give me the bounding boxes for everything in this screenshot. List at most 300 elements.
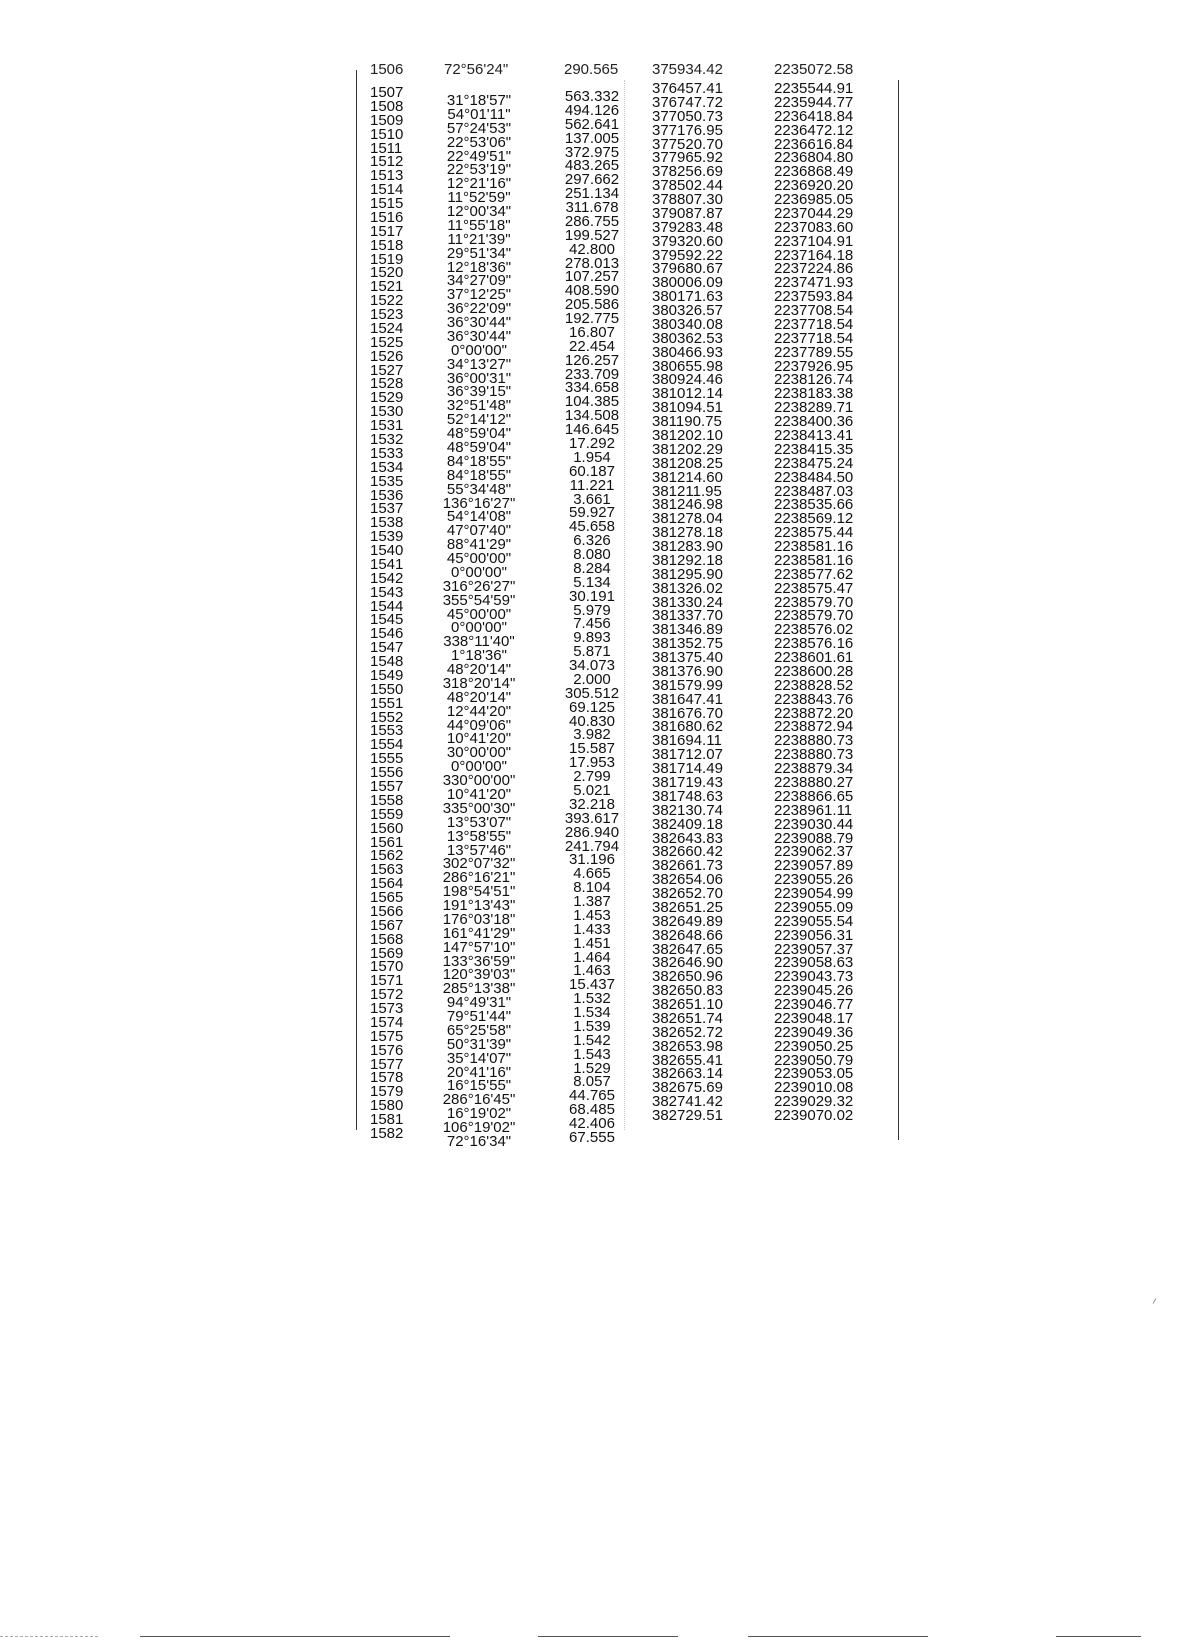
point-cell: 1529 bbox=[370, 389, 404, 407]
point-cell: 1560 bbox=[370, 819, 404, 837]
point-cell: 1570 bbox=[370, 958, 404, 976]
x-coordinate-cell: 2238183.38 bbox=[774, 385, 854, 403]
angle-cell: 147°57'10" bbox=[442, 938, 516, 956]
x-coordinate-cell: 2238579.70 bbox=[774, 607, 854, 625]
distance-cell: 1.463 bbox=[573, 962, 611, 980]
x-coordinate-cell: 2238581.16 bbox=[774, 551, 854, 569]
y-coordinate-cell: 382651.10 bbox=[652, 996, 723, 1014]
angle-cell: 161°41'29" bbox=[442, 924, 516, 942]
angle-cell: 0°00'00" bbox=[451, 341, 507, 359]
angle-cell: 20°41'16" bbox=[446, 1063, 512, 1081]
angle-cell: 34°13'27" bbox=[446, 355, 512, 373]
cut-distance: 290.565 bbox=[564, 61, 619, 78]
distance-cell: 7.456 bbox=[573, 615, 611, 633]
point-cell: 1558 bbox=[370, 791, 404, 809]
angle-cell: 0°00'00" bbox=[451, 758, 507, 776]
y-coordinate-cell: 381278.18 bbox=[652, 524, 723, 542]
x-coordinate-cell: 2238535.66 bbox=[774, 496, 854, 514]
angle-cell: 330°00'00" bbox=[442, 772, 516, 790]
y-coordinate-cell: 379087.87 bbox=[652, 204, 723, 222]
y-coordinate-cell: 381676.70 bbox=[652, 704, 723, 722]
angle-cell: 48°20'14" bbox=[446, 661, 512, 679]
point-cell: 1534 bbox=[370, 458, 404, 476]
point-cell: 1521 bbox=[370, 278, 404, 296]
y-coordinate-cell: 382651.74 bbox=[652, 1009, 723, 1027]
x-coordinate-cell: 2237789.55 bbox=[774, 343, 854, 361]
point-cell: 1556 bbox=[370, 764, 404, 782]
y-coordinate-cell: 381579.99 bbox=[652, 676, 723, 694]
point-cell: 1554 bbox=[370, 736, 404, 754]
x-coordinate-cell: 2238601.61 bbox=[774, 649, 854, 667]
angle-cell: 94°49'31" bbox=[446, 994, 512, 1012]
x-coordinate-cell: 2238600.28 bbox=[774, 662, 854, 680]
point-cell: 1567 bbox=[370, 916, 404, 934]
point-cell: 1540 bbox=[370, 542, 404, 560]
angle-cell: 338°11'40" bbox=[443, 633, 515, 651]
distance-cell: 1.453 bbox=[573, 906, 611, 924]
point-cell: 1566 bbox=[370, 902, 404, 920]
angle-cell: 13°58'55" bbox=[446, 827, 512, 845]
angle-cell: 16°19'02" bbox=[446, 1105, 512, 1123]
distance-cell: 8.104 bbox=[573, 879, 611, 897]
x-coordinate-cell: 2238577.62 bbox=[774, 565, 854, 583]
distance-cell: 137.005 bbox=[564, 129, 620, 147]
y-coordinate-cell: 379320.60 bbox=[652, 232, 723, 250]
x-coordinate-cell: 2239050.79 bbox=[774, 1051, 854, 1069]
point-cell: 1574 bbox=[370, 1013, 404, 1031]
y-coordinate-cell: 381337.70 bbox=[652, 607, 723, 625]
y-coordinate-cell: 376747.72 bbox=[652, 93, 723, 111]
distance-cell: 562.641 bbox=[564, 115, 620, 133]
y-coordinate-cell: 377176.95 bbox=[652, 121, 723, 139]
y-coordinate-cell: 381748.63 bbox=[652, 787, 723, 805]
y-coordinate-cell: 382649.89 bbox=[652, 912, 723, 930]
y-coordinate-cell: 380006.09 bbox=[652, 274, 723, 292]
y-coordinate-cell: 381680.62 bbox=[652, 718, 723, 736]
x-coordinate-cell: 2239053.05 bbox=[774, 1065, 854, 1083]
x-coordinate-cell: 2239049.36 bbox=[774, 1023, 854, 1041]
y-coordinate-cell: 379592.22 bbox=[652, 246, 723, 264]
y-coordinate-cell: 381278.04 bbox=[652, 510, 723, 528]
angle-cell: 35°14'07" bbox=[446, 1049, 512, 1067]
angle-cell: 50°31'39" bbox=[446, 1035, 512, 1053]
angle-cell: 106°19'02" bbox=[442, 1119, 516, 1137]
x-coordinate-cell: 2238575.47 bbox=[774, 579, 854, 597]
distance-cell: 8.057 bbox=[573, 1073, 611, 1091]
x-coordinate-cell: 2238880.73 bbox=[774, 732, 854, 750]
angle-cell: 36°30'44" bbox=[446, 314, 512, 332]
y-coordinate-cell: 380362.53 bbox=[652, 329, 723, 347]
y-coordinate-cell: 381352.75 bbox=[652, 635, 723, 653]
x-coordinate-cell: 2239045.26 bbox=[774, 982, 854, 1000]
x-coordinate-cell: 2239054.99 bbox=[774, 885, 854, 903]
distance-cell: 372.975 bbox=[564, 143, 620, 161]
y-coordinate-cell: 378256.69 bbox=[652, 163, 723, 181]
scan-speck bbox=[1153, 1298, 1157, 1304]
y-coordinate-cell: 380171.63 bbox=[652, 288, 723, 306]
x-coordinate-cell: 2239043.73 bbox=[774, 968, 854, 986]
distance-cell: 251.134 bbox=[564, 185, 620, 203]
distance-cell: 8.080 bbox=[573, 546, 611, 564]
distance-cell: 17.953 bbox=[569, 754, 615, 772]
x-coordinate-cell: 2239010.08 bbox=[774, 1079, 854, 1097]
distance-cell: 205.586 bbox=[564, 296, 620, 314]
x-coordinate-cell: 2237224.86 bbox=[774, 260, 854, 278]
angle-cell: 72°16'34" bbox=[446, 1133, 512, 1150]
y-coordinate-cell: 377965.92 bbox=[652, 149, 723, 167]
x-coordinate-cell: 2237718.54 bbox=[774, 315, 854, 333]
x-coordinate-cell: 2239070.02 bbox=[774, 1107, 854, 1125]
angle-cell: 12°00'34" bbox=[446, 203, 512, 221]
x-coordinate-cell: 2237083.60 bbox=[774, 218, 854, 236]
point-cell: 1557 bbox=[370, 778, 404, 795]
y-coordinate-cell: 382655.41 bbox=[652, 1051, 723, 1069]
point-cell: 1555 bbox=[370, 750, 404, 768]
distance-cell: 42.800 bbox=[569, 240, 615, 258]
distance-cell: 9.893 bbox=[573, 629, 611, 647]
x-coordinate-cell: 2238843.76 bbox=[774, 690, 854, 708]
y-coordinate-cell: 382653.98 bbox=[652, 1037, 723, 1055]
y-coordinate-cell: 377520.70 bbox=[652, 135, 723, 153]
distance-cell: 69.125 bbox=[569, 698, 615, 716]
distance-cell: 1.543 bbox=[573, 1045, 611, 1063]
footer-rule bbox=[538, 1636, 678, 1637]
distance-cell: 1.954 bbox=[573, 448, 611, 466]
point-cell: 1530 bbox=[370, 403, 404, 421]
distance-cell: 15.437 bbox=[569, 976, 615, 994]
x-coordinate-cell: 2237104.91 bbox=[774, 232, 854, 250]
point-cell: 1519 bbox=[370, 250, 404, 268]
point-cell: 1532 bbox=[370, 431, 404, 448]
point-cell: 1538 bbox=[370, 514, 404, 532]
point-cell: 1541 bbox=[370, 555, 404, 573]
angle-cell: 47°07'40" bbox=[446, 522, 512, 540]
point-cell: 1524 bbox=[370, 319, 404, 337]
x-coordinate-cell: 2238413.41 bbox=[774, 427, 854, 444]
point-cell: 1536 bbox=[370, 486, 404, 504]
angle-cell: 65°25'58" bbox=[446, 1021, 512, 1039]
distance-cell: 241.794 bbox=[564, 837, 620, 855]
x-coordinate-cell: 2237164.18 bbox=[774, 246, 854, 264]
point-cell: 1571 bbox=[370, 972, 404, 990]
point-cell: 1520 bbox=[370, 264, 404, 282]
y-coordinate-cell: 381208.25 bbox=[652, 454, 723, 472]
x-coordinate-cell: 2238487.03 bbox=[774, 482, 854, 500]
point-cell: 1544 bbox=[370, 597, 404, 615]
point-cell: 1522 bbox=[370, 292, 404, 310]
point-cell: 1576 bbox=[370, 1041, 404, 1059]
x-coordinate-cell: 2239055.54 bbox=[774, 912, 854, 930]
point-cell: 1562 bbox=[370, 847, 404, 865]
y-coordinate-cell: 381375.40 bbox=[652, 649, 723, 667]
distance-cell: 5.021 bbox=[573, 782, 611, 799]
x-coordinate-cell: 2237926.95 bbox=[774, 357, 854, 375]
x-coordinate-cell: 2236920.20 bbox=[774, 177, 854, 195]
angle-cell: 36°30'44" bbox=[446, 327, 512, 345]
point-cell: 1508 bbox=[370, 97, 404, 115]
point-cell: 1517 bbox=[370, 222, 404, 240]
angle-cell: 13°53'07" bbox=[446, 813, 512, 831]
distance-cell: 34.073 bbox=[569, 657, 615, 675]
y-coordinate-cell: 382648.66 bbox=[652, 926, 723, 944]
angle-cell: 302°07'32" bbox=[442, 855, 516, 873]
x-coordinate-cell: 2239048.17 bbox=[774, 1009, 854, 1027]
x-coordinate-cell: 2239046.77 bbox=[774, 996, 854, 1014]
angle-cell: 13°57'46" bbox=[446, 841, 512, 859]
distance-cell: 42.406 bbox=[569, 1115, 615, 1133]
point-cell: 1526 bbox=[370, 347, 404, 365]
point-cell: 1516 bbox=[370, 208, 404, 226]
y-coordinate-cell: 382741.42 bbox=[652, 1093, 723, 1111]
angle-cell: 45°00'00" bbox=[446, 550, 512, 568]
x-coordinate-cell: 2237044.29 bbox=[774, 204, 854, 222]
x-coordinate-cell: 2236616.84 bbox=[774, 135, 854, 153]
distance-cell: 16.807 bbox=[569, 323, 615, 341]
distance-cell: 146.645 bbox=[564, 421, 620, 439]
point-cell: 1577 bbox=[370, 1055, 404, 1073]
y-coordinate-cell: 382646.90 bbox=[652, 954, 723, 972]
angle-cell: 120°39'03" bbox=[442, 966, 516, 984]
y-coordinate-cell: 381712.07 bbox=[652, 746, 723, 764]
cut-angle: 72°56'24" bbox=[444, 61, 509, 78]
angle-cell: 191°13'43" bbox=[442, 897, 516, 915]
point-cell: 1569 bbox=[370, 944, 404, 962]
point-cell: 1511 bbox=[370, 139, 403, 157]
point-cell: 1515 bbox=[370, 195, 404, 213]
y-coordinate-cell: 380466.93 bbox=[652, 343, 723, 361]
distance-cell: 30.191 bbox=[569, 587, 615, 605]
x-coordinate-cell: 2239056.31 bbox=[774, 926, 854, 944]
distance-cell: 126.257 bbox=[564, 351, 620, 369]
angle-cell: 22°49'51" bbox=[446, 147, 512, 165]
y-coordinate-cell: 381376.90 bbox=[652, 662, 723, 680]
x-coordinate-cell: 2239062.37 bbox=[774, 843, 854, 861]
point-cell: 1510 bbox=[370, 125, 404, 143]
x-coordinate-cell: 2238569.12 bbox=[774, 510, 854, 528]
distance-cell: 199.527 bbox=[564, 226, 620, 244]
table-row-cutoff-top bbox=[356, 61, 900, 80]
point-cell: 1550 bbox=[370, 680, 404, 698]
distance-cell: 17.292 bbox=[569, 435, 615, 452]
point-cell: 1551 bbox=[370, 694, 404, 712]
distance-cell: 483.265 bbox=[564, 157, 620, 175]
y-coordinate-cell: 382650.96 bbox=[652, 968, 723, 986]
angle-cell: 84°18'55" bbox=[446, 452, 512, 470]
x-coordinate-cell: 2238126.74 bbox=[774, 371, 854, 389]
x-coordinate-cell: 2239050.25 bbox=[774, 1037, 854, 1055]
distance-cell: 1.532 bbox=[573, 990, 611, 1008]
x-coordinate-cell: 2239055.09 bbox=[774, 898, 854, 916]
angle-cell: 176°03'18" bbox=[442, 910, 516, 928]
y-coordinate-cell: 380655.98 bbox=[652, 357, 723, 375]
distance-cell: 233.709 bbox=[564, 365, 620, 383]
angle-cell: 36°22'09" bbox=[446, 300, 512, 318]
y-coordinate-cell: 382652.70 bbox=[652, 885, 723, 903]
x-coordinate-cell: 2238475.24 bbox=[774, 454, 854, 472]
y-coordinate-cell: 381190.75 bbox=[652, 413, 722, 431]
distance-cell: 45.658 bbox=[569, 518, 615, 536]
point-cell: 1546 bbox=[370, 625, 404, 643]
angle-cell: 36°39'15" bbox=[446, 383, 512, 401]
distance-cell: 286.755 bbox=[564, 212, 620, 230]
distance-cell: 1.387 bbox=[573, 893, 611, 911]
y-coordinate-cell: 382661.73 bbox=[652, 857, 723, 875]
y-coordinate-cell: 381647.41 bbox=[652, 690, 723, 708]
point-cell: 1512 bbox=[370, 153, 404, 171]
angle-cell: 11°21'39" bbox=[447, 230, 511, 248]
point-cell: 1518 bbox=[370, 236, 404, 254]
angle-cell: 84°18'55" bbox=[446, 466, 512, 484]
x-coordinate-cell: 2237593.84 bbox=[774, 288, 854, 306]
y-coordinate-cell: 381694.11 bbox=[652, 732, 722, 750]
x-coordinate-cell: 2239057.89 bbox=[774, 857, 854, 875]
distance-cell: 2.000 bbox=[573, 670, 611, 688]
y-coordinate-cell: 380340.08 bbox=[652, 315, 723, 333]
x-coordinate-cell: 2239029.32 bbox=[774, 1093, 854, 1111]
distance-cell: 1.534 bbox=[573, 1004, 611, 1022]
x-coordinate-cell: 2238576.16 bbox=[774, 635, 854, 653]
distance-cell: 1.542 bbox=[573, 1031, 611, 1049]
distance-cell: 4.665 bbox=[573, 865, 611, 883]
point-cell: 1578 bbox=[370, 1069, 404, 1087]
point-cell: 1580 bbox=[370, 1097, 404, 1115]
point-cell: 1525 bbox=[370, 333, 404, 351]
x-coordinate-cell: 2237708.54 bbox=[774, 302, 854, 320]
distance-cell: 494.126 bbox=[564, 101, 620, 119]
distance-cell: 67.555 bbox=[569, 1129, 615, 1146]
distance-cell: 60.187 bbox=[569, 462, 615, 480]
x-coordinate-cell: 2238828.52 bbox=[774, 676, 854, 694]
y-coordinate-cell: 382660.42 bbox=[652, 843, 723, 861]
footer-rule bbox=[0, 1636, 98, 1637]
distance-cell: 5.979 bbox=[573, 601, 611, 619]
y-coordinate-cell: 381012.14 bbox=[652, 385, 723, 403]
y-coordinate-cell: 376457.41 bbox=[652, 80, 723, 97]
x-coordinate-cell: 2238400.36 bbox=[774, 413, 854, 431]
point-cell: 1528 bbox=[370, 375, 404, 393]
angle-cell: 318°20'14" bbox=[442, 674, 516, 692]
point-cell: 1559 bbox=[370, 805, 404, 823]
x-coordinate-cell: 2239055.26 bbox=[774, 871, 854, 889]
point-cell: 1533 bbox=[370, 444, 404, 462]
angle-cell: 34°27'09" bbox=[446, 272, 512, 290]
x-coordinate-cell: 2236804.80 bbox=[774, 149, 854, 167]
distance-cell: 1.539 bbox=[573, 1017, 611, 1035]
distance-cell: 32.218 bbox=[569, 795, 615, 813]
footer-rule bbox=[1056, 1636, 1141, 1637]
point-cell: 1581 bbox=[370, 1111, 404, 1129]
distance-cell: 104.385 bbox=[564, 393, 620, 411]
distance-cell: 3.982 bbox=[573, 726, 611, 744]
distance-cell: 286.940 bbox=[564, 823, 620, 841]
angle-cell: 285°13'38" bbox=[442, 980, 516, 998]
point-cell: 1543 bbox=[370, 583, 404, 601]
angle-cell: 22°53'19" bbox=[446, 161, 512, 179]
point-cell: 1523 bbox=[370, 306, 404, 324]
y-coordinate-cell: 382663.14 bbox=[652, 1065, 723, 1083]
x-coordinate-cell: 2238576.02 bbox=[774, 621, 854, 639]
y-coordinate-cell: 382130.74 bbox=[652, 801, 723, 819]
y-coordinate-cell: 382647.65 bbox=[652, 940, 723, 958]
distance-cell: 1.433 bbox=[573, 920, 611, 938]
distance-cell: 59.927 bbox=[569, 504, 615, 522]
distance-cell: 1.464 bbox=[573, 948, 611, 966]
angle-cell: 355°54'59" bbox=[442, 591, 516, 609]
y-coordinate-cell: 377050.73 bbox=[652, 107, 723, 125]
y-coordinate-cell: 382675.69 bbox=[652, 1079, 723, 1097]
distance-cell: 40.830 bbox=[569, 712, 615, 730]
point-cell: 1537 bbox=[370, 500, 404, 518]
y-coordinate-cell: 378807.30 bbox=[652, 191, 723, 209]
x-coordinate-cell: 2239088.79 bbox=[774, 829, 854, 847]
y-coordinate-cell: 382409.18 bbox=[652, 815, 723, 833]
y-coordinate-cell: 382651.25 bbox=[652, 898, 723, 916]
distance-cell: 22.454 bbox=[569, 337, 615, 355]
angle-cell: 48°59'04" bbox=[446, 439, 512, 456]
point-cell: 1575 bbox=[370, 1027, 404, 1045]
y-coordinate-cell: 378502.44 bbox=[652, 177, 723, 195]
point-cell: 1563 bbox=[370, 861, 404, 879]
y-coordinate-cell: 382643.83 bbox=[652, 829, 723, 847]
y-coordinate-cell: 381719.43 bbox=[652, 774, 723, 791]
y-coordinate-cell: 381295.90 bbox=[652, 565, 723, 583]
x-coordinate-cell: 2237718.54 bbox=[774, 329, 854, 347]
y-coordinate-cell: 381326.02 bbox=[652, 579, 723, 597]
x-coordinate-cell: 2237471.93 bbox=[774, 274, 854, 292]
angle-cell: 10°41'20" bbox=[446, 730, 512, 748]
point-cell: 1582 bbox=[370, 1125, 404, 1142]
x-coordinate-cell: 2239030.44 bbox=[774, 815, 854, 833]
angle-cell: 136°16'27" bbox=[442, 494, 516, 512]
coordinate-table bbox=[356, 61, 900, 1150]
point-cell: 1547 bbox=[370, 639, 404, 657]
y-coordinate-cell: 380326.57 bbox=[652, 302, 723, 320]
point-cell: 1513 bbox=[370, 167, 404, 185]
angle-cell: 16°15'55" bbox=[446, 1077, 512, 1095]
distance-cell: 15.587 bbox=[569, 740, 615, 758]
angle-cell: 29°51'34" bbox=[446, 244, 512, 262]
x-coordinate-cell: 2238872.94 bbox=[774, 718, 854, 736]
y-coordinate-cell: 380924.46 bbox=[652, 371, 723, 389]
x-coordinate-cell: 2235944.77 bbox=[774, 93, 854, 111]
point-cell: 1548 bbox=[370, 653, 404, 671]
angle-cell: 12°18'36" bbox=[446, 258, 512, 276]
y-coordinate-cell: 382650.83 bbox=[652, 982, 723, 1000]
angle-cell: 52°14'12" bbox=[446, 411, 512, 429]
point-cell: 1535 bbox=[370, 472, 404, 490]
x-coordinate-cell: 2239058.63 bbox=[774, 954, 854, 972]
distance-cell: 1.529 bbox=[573, 1059, 611, 1077]
distance-cell: 393.617 bbox=[564, 809, 620, 827]
x-coordinate-cell: 2238579.70 bbox=[774, 593, 854, 611]
distance-cell: 1.451 bbox=[573, 934, 611, 952]
angle-cell: 55°34'48" bbox=[446, 480, 512, 498]
x-coordinate-cell: 2239057.37 bbox=[774, 940, 854, 958]
point-cell: 1539 bbox=[370, 528, 404, 546]
distance-cell: 2.799 bbox=[573, 768, 611, 786]
angle-cell: 31°18'57" bbox=[446, 92, 512, 109]
angle-cell: 36°00'31" bbox=[446, 369, 512, 387]
x-coordinate-cell: 2238879.34 bbox=[774, 760, 854, 778]
x-coordinate-cell: 2236868.49 bbox=[774, 163, 854, 181]
y-coordinate-cell: 381202.10 bbox=[652, 427, 723, 444]
distance-cell: 3.661 bbox=[573, 490, 611, 508]
point-cell: 1564 bbox=[370, 875, 404, 893]
x-coordinate-cell: 2238961.11 bbox=[774, 801, 853, 819]
point-cell: 1509 bbox=[370, 111, 404, 129]
distance-cell: 44.765 bbox=[569, 1087, 615, 1105]
angle-cell: 54°14'08" bbox=[446, 508, 512, 526]
